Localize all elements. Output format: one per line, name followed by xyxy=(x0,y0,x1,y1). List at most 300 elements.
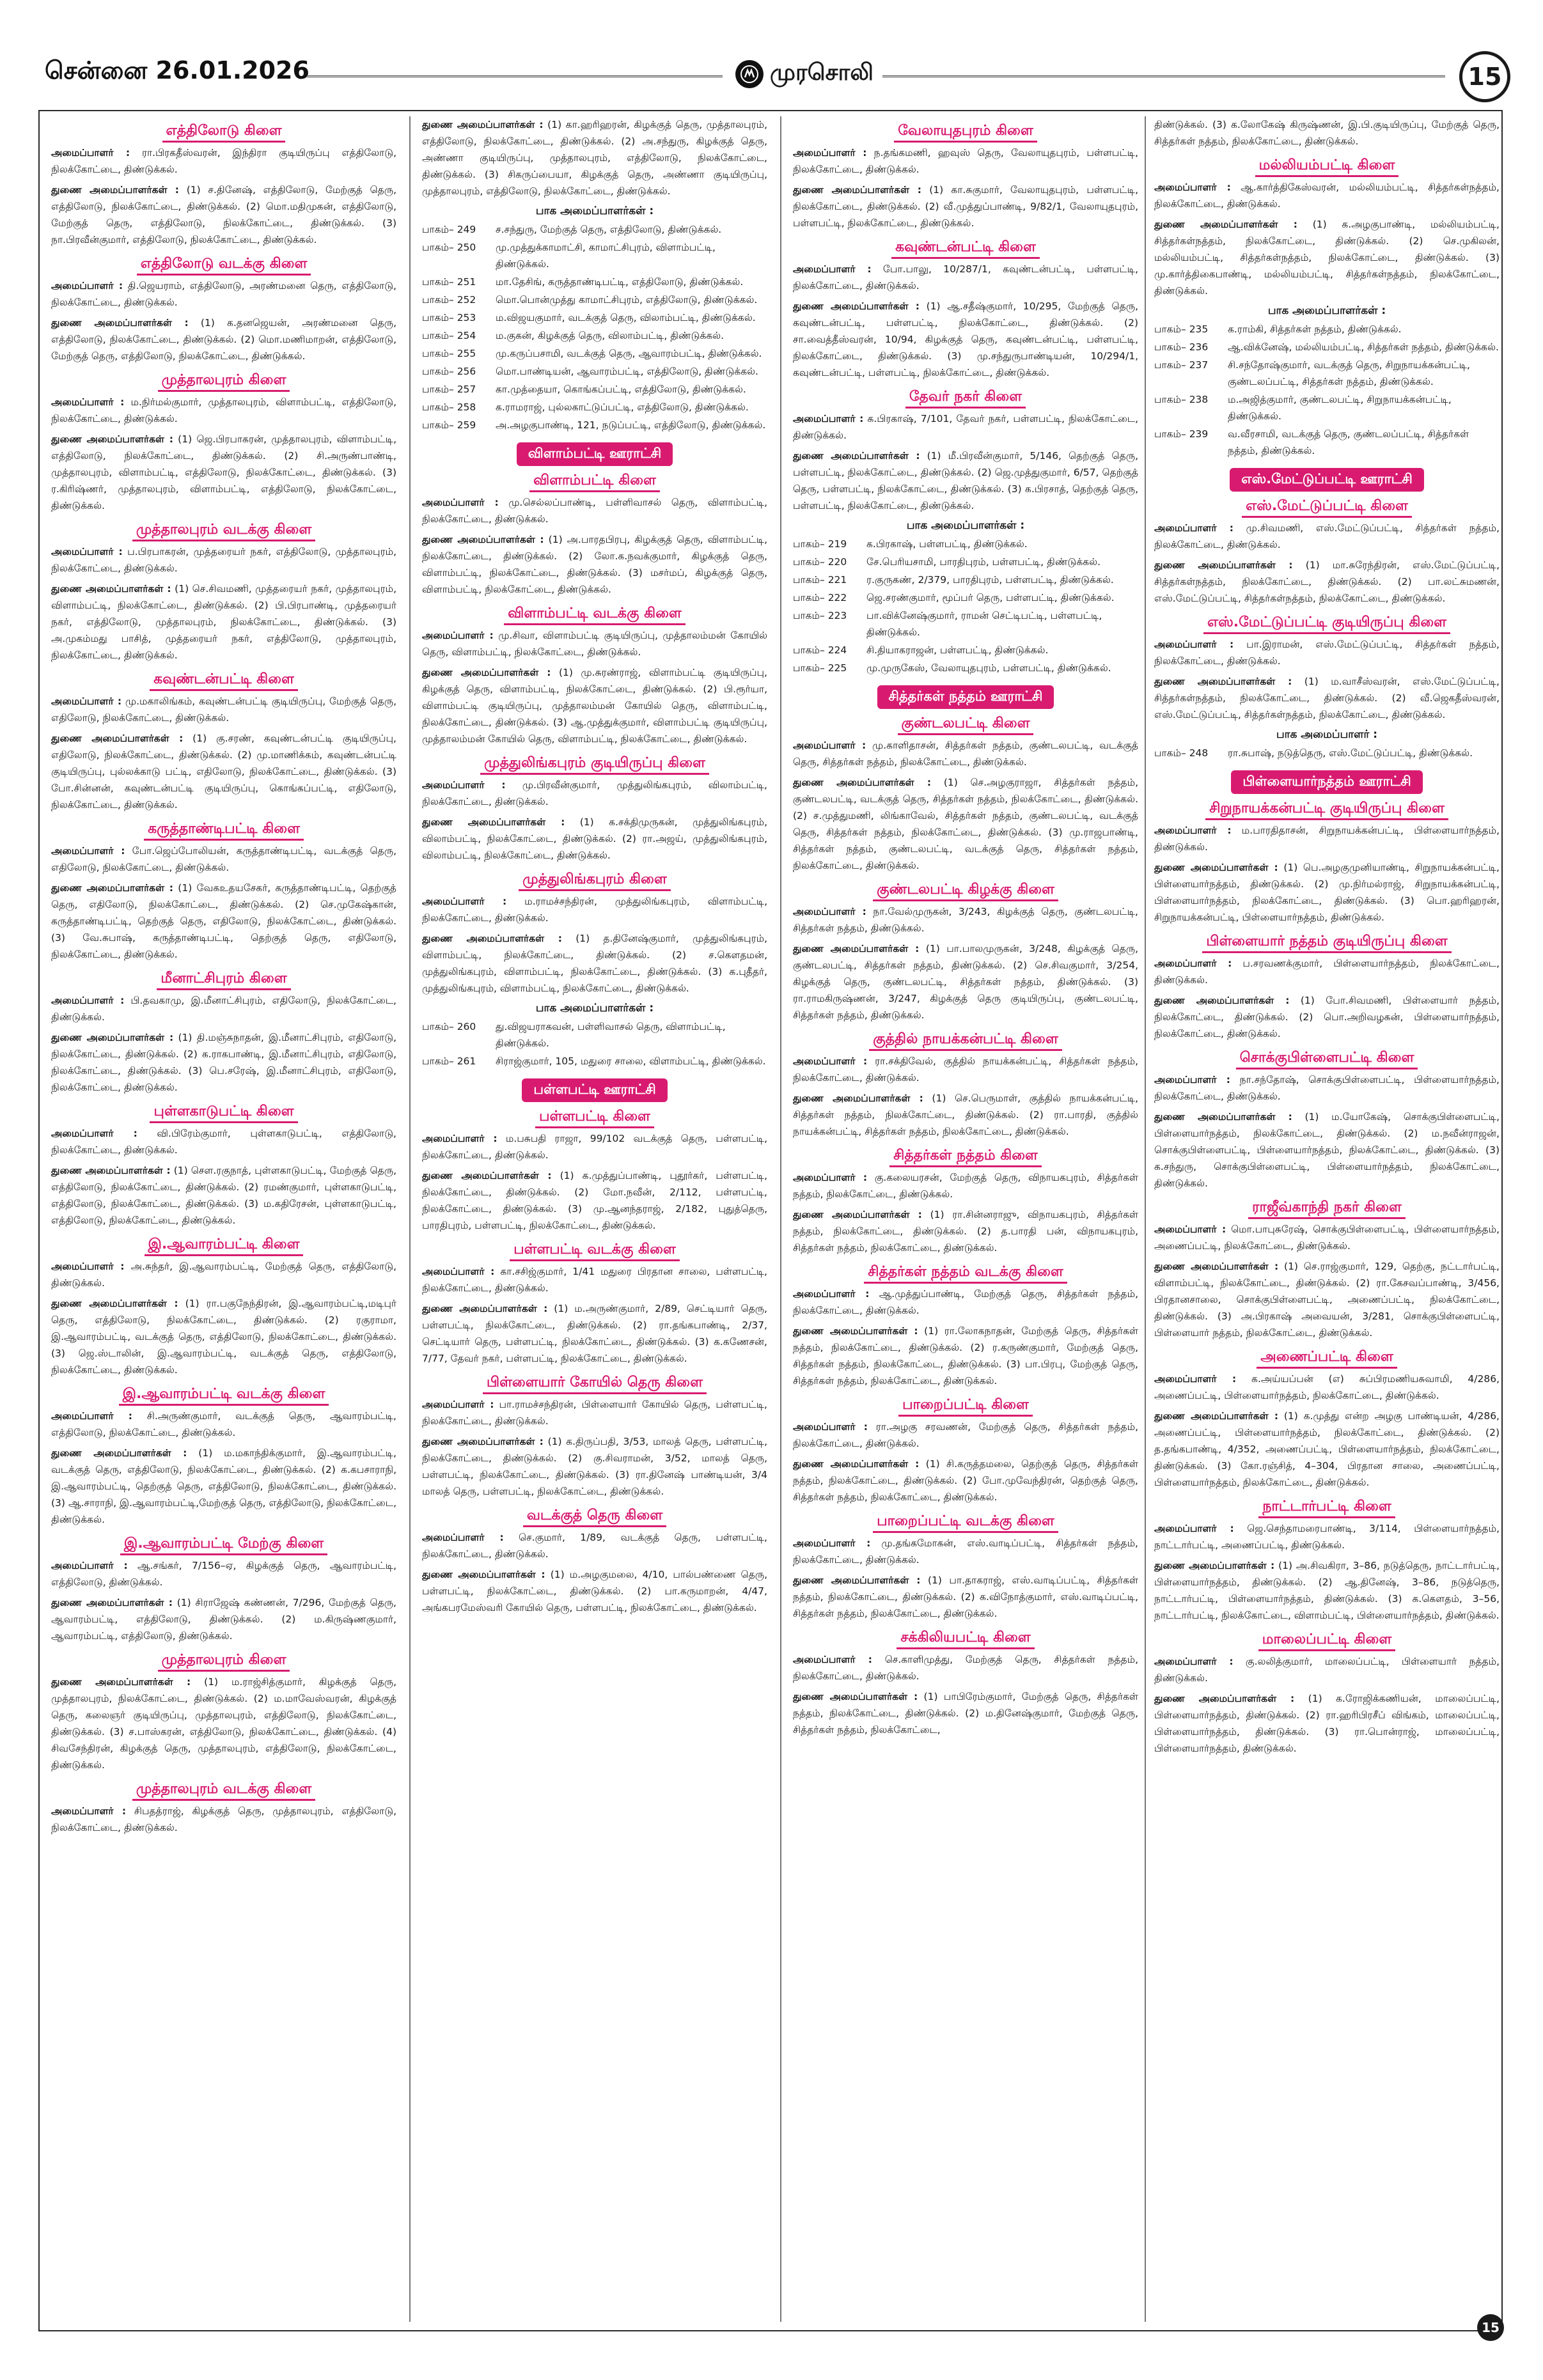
appointment-entry xyxy=(793,1456,1138,1505)
booth-agent: க.ராம்கி, சித்தர்கள் நத்தம், திண்டுக்கல். xyxy=(1228,323,1402,335)
role-label: அமைப்பாளர் : xyxy=(793,1421,868,1433)
appointment-entry xyxy=(51,580,396,664)
appointee-details: (1) செ.அழகுராஜா, சித்தர்கள் நத்தம், குண்டலபட்டி, வடக்குத் தெரு, சித்தர்கள் நத்தம், நிலக்கோட்டை, திண்டுக்கல். (2) ச.முத்துமணி, லிங்காவேல், சித்தர்கள் நத்தம், குண்டலபட்டி, வடக்குத் தெரு, சித்தர்கள் நத்தம், நிலக்கோட்டை, திண்டுக்கல். (3) மு.ராஜபாண்டி, சித்தர்கள் நத்தம், குண்டலபட்டி, வடக்குத் தெரு, சித்தர்கள் நத்தம், நிலக்கோட்டை, திண்டுக்கல். xyxy=(793,777,1138,871)
role-label: துணை அமைப்பாளர்கள் : xyxy=(793,1691,918,1702)
appointee-details: அ.சுந்தர், இ.ஆவாரம்பட்டி, மேற்குத் தெரு, எத்திலோடு, திண்டுக்கல். xyxy=(51,1261,396,1289)
branch-title-text: ராஜீவ்காந்தி நகர் கிளை xyxy=(1248,1199,1406,1219)
appointee-details: (1) க.திருப்பதி, 3/53, மாலத் தெரு, பள்ளபட்டி, நிலக்கோட்டை, திண்டுக்கல். (2) கு.சிவராமன், 3/52, மாலத் தெரு, பள்ளபட்டி, நிலக்கோட்டை, திண்டுக்கல். (3) ரா.தினேஷ் பாண்டியன், 3/4 மாலத் தெரு, பள்ளபட்டி, நிலக்கோட்டை, திண்டுக்கல். xyxy=(422,1436,767,1497)
booth-section-title: பாக அமைப்பாளர்கள் : xyxy=(1267,304,1386,317)
role-label: அமைப்பாளர் : xyxy=(422,1266,495,1277)
appointment-entry xyxy=(51,1162,396,1229)
branch-block xyxy=(422,1374,767,1500)
booth-agent: பா.விக்னேஷ்குமார், ராமன் செட்டிபட்டி, பள்ளபட்டி, திண்டுக்கல். xyxy=(866,610,1102,638)
appointment-entry xyxy=(422,893,767,926)
branch-block xyxy=(793,1031,1138,1140)
appointee-details: நா.சந்தோஷ், சொக்குபிள்ளைபட்டி, பிள்ளையார்நத்தம், நிலக்கோட்டை, திண்டுக்கல். xyxy=(1154,1074,1500,1102)
branch-title xyxy=(51,1781,396,1799)
appointment-entry xyxy=(422,777,767,810)
branch-title-text: பள்ளபட்டி வடக்கு கிளை xyxy=(510,1241,680,1261)
appointee-details: (1) மு.சுரண்ராஜ், விளாம்பட்டி குடியிருப்பு, கிழக்குத் தெரு, விளாம்பட்டி, நிலக்கோட்டை, திண்டுக்கல். (2) பி.ரூர்யா, விளாம்பட்டி குடியிருப்பு, முத்தாலம்மன் கோயில் தெரு, விளாம்பட்டி, நிலக்கோட்டை, திண்டுக்கல். (3) ஆ.முத்துக்குமார், விளாம்பட்டி குடியிருப்பு, முத்தாலம்மன் கோயில் தெரு, விளாம்பட்டி, நிலக்கோட்டை, திண்டுக்கல். xyxy=(422,667,767,745)
appointment-entry xyxy=(1154,1071,1500,1105)
appointee-details: (1) செ.ராஜ்குமார், 129, தெற்கு, நட்டார்பட்டி, விளாம்பட்டி, நிலக்கோட்டை, திண்டுக்கல். (2) ரா.கேசவப்பாண்டி, 3/456, பிரதானசாலை, சொக்குபிள்ளைபட்டி, அணைப்பட்டி, நிலக்கோட்டை, திண்டுக்கல். (3) அ.பிரகாஷ் அவையன், 3/281, சொக்குபிள்ளைபட்டி, பிள்ளையார் நத்தம், நிலக்கோட்டை, திண்டுக்கல். xyxy=(1154,1261,1500,1339)
column-2 xyxy=(422,116,767,2325)
role-label: துணை அமைப்பாளர்கள் : xyxy=(422,1170,552,1181)
branch-title xyxy=(51,1103,396,1121)
branch-title-text: சொக்குபிள்ளைபட்டி கிளை xyxy=(1236,1050,1418,1069)
role-label: அமைப்பாளர் : xyxy=(422,497,499,508)
appointment-entry xyxy=(51,1258,396,1291)
appointment-entry xyxy=(51,1408,396,1441)
appointment-entry xyxy=(1154,1520,1500,1553)
booth-row xyxy=(422,274,767,290)
column-divider xyxy=(780,116,781,2322)
appointment-entry xyxy=(422,664,767,747)
role-label: அமைப்பாளர் : xyxy=(1154,639,1234,650)
appointment-entry xyxy=(51,1674,396,1773)
header-rule-left xyxy=(307,75,723,77)
branch-block xyxy=(1154,1498,1500,1624)
appointee-details: (1) க.தனஜெயன், அரண்மனை தெரு, எத்திலோடு, நிலக்கோட்டை, திண்டுக்கல். (2) மொ.மணிமாறன், எத்திலோடு, மேற்குத் தெரு, எத்திலோடு, நிலக்கோட்டை, திண்டுக்கல். xyxy=(51,317,396,362)
branch-title xyxy=(1154,1349,1500,1367)
appointment-entry xyxy=(422,1433,767,1500)
booth-agent: சி.தியாகராஜன், பள்ளபட்டி, திண்டுக்கல். xyxy=(866,644,1049,656)
booth-row xyxy=(422,292,767,308)
branch-title xyxy=(793,1397,1138,1415)
column-divider xyxy=(1145,116,1146,2322)
appointment-entry xyxy=(1154,520,1500,553)
branch-block xyxy=(1154,614,1500,761)
role-label: துணை அமைப்பாளர்கள் : xyxy=(793,943,920,954)
appointment-entry xyxy=(422,494,767,527)
branch-title xyxy=(51,671,396,689)
appointment-entry xyxy=(1154,216,1500,299)
appointee-details: (1) க.சக்திமுருகன், முத்துலிங்கபுரம், விலாம்பட்டி, நிலக்கோட்டை, திண்டுக்கல். (2) ரா.அஜய், முத்துலிங்கபுரம், விலாம்பட்டி, நிலக்கோட்டை, திண்டுக்கல். xyxy=(422,816,767,861)
appointee-details: வி.பிரேம்குமார், புள்ளகாடுபட்டி, எத்திலோடு, நிலக்கோட்டை, திண்டுக்கல். xyxy=(51,1128,396,1156)
role-label: அமைப்பாளர் : xyxy=(422,1133,497,1144)
role-label: துணை அமைப்பாளர்கள் : xyxy=(793,450,920,462)
role-label: துணை அமைப்பாளர்கள் : xyxy=(1154,1111,1292,1123)
branch-title xyxy=(793,1031,1138,1049)
booth-number: பாகம்– 237 xyxy=(1154,359,1209,371)
branch-title xyxy=(51,256,396,274)
branch-title-text: மல்லியம்பட்டி கிளை xyxy=(1255,157,1399,177)
branch-title xyxy=(793,123,1138,141)
appointment-entry xyxy=(51,1295,396,1378)
role-label: அமைப்பாளர் : xyxy=(1154,1656,1234,1667)
appointment-entry xyxy=(51,182,396,248)
branch-block xyxy=(422,116,767,433)
appointment-entry xyxy=(1154,1371,1500,1404)
appointee-details: ப.பிரபாகரன், முத்தரையர் நகர், எத்திலோடு, முத்தாலபுரம், நிலக்கோட்டை, திண்டுக்கல். xyxy=(51,546,396,574)
appointee-details: சிபதத்ராஜ், கிழக்குத் தெரு, முத்தாலபுரம், எத்திலோடு, நிலக்கோட்டை, திண்டுக்கல். xyxy=(51,1805,396,1833)
branch-title xyxy=(1154,1050,1500,1068)
appointment-entry xyxy=(51,693,396,726)
appointee-details: (1) அ.பாரதபிரபு, கிழக்குத் தெரு, விளாம்பட்டி, நிலக்கோட்டை, திண்டுக்கல். (2) லோ.க.நவக்குமார், கிழக்குத் தெரு, விளாம்பட்டி, நிலக்கோட்டை, திண்டுக்கல். (3) மசர்மப், கிழக்குத் தெரு, விளாம்பட்டி, நிலக்கோட்டை, திண்டுக்கல். xyxy=(422,534,767,595)
appointment-entry xyxy=(51,394,396,427)
panchayat-badge xyxy=(422,442,767,466)
booth-section-title: பாக அமைப்பாளர் : xyxy=(1276,728,1378,741)
branch-title-text: விளாம்பட்டி வடக்கு கிளை xyxy=(504,605,685,625)
branch-title xyxy=(422,605,767,623)
appointee-details: தி.ஜெயராம், எத்திலோடு, அரண்மனை தெரு, எத்திலோடு, நிலக்கோட்டை, திண்டுக்கல். xyxy=(51,280,396,308)
appointee-details: ரா.அழகு சரவணன், மேற்குத் தெரு, சித்தர்கள் நத்தம், நிலக்கோட்டை, திண்டுக்கல். xyxy=(793,1421,1138,1449)
branch-title xyxy=(422,755,767,773)
panchayat-badge xyxy=(793,685,1138,709)
branch-block xyxy=(1154,116,1500,150)
branch-title-text: பிள்ளையார் நத்தம் குடியிருப்பு கிளை xyxy=(1202,933,1451,953)
booth-number: பாகம்– 252 xyxy=(422,294,476,306)
appointment-entry xyxy=(793,737,1138,770)
appointee-details: மொ.பாபுசுரேஷ், சொக்குபிள்ளைபட்டி, பிள்ளையார்நத்தம், அணைப்பட்டி, நிலக்கோட்டை, திண்டுக்கல். xyxy=(1154,1224,1500,1252)
booth-row xyxy=(793,660,1138,676)
booth-row xyxy=(793,536,1138,552)
appointment-entry xyxy=(793,903,1138,937)
appointment-entry xyxy=(1154,673,1500,723)
branch-title xyxy=(51,123,396,141)
appointee-details: (1) போ.சிவமணி, பிள்ளையார் நத்தம், நிலக்கோட்டை, திண்டுக்கல். (2) பொ.அறிவழகன், பிள்ளையார்நத்தம், நிலக்கோட்டை, திண்டுக்கல். xyxy=(1154,995,1500,1039)
branch-title-text: கருத்தாண்டிபட்டி கிளை xyxy=(144,821,304,841)
appointment-entry xyxy=(51,1445,396,1528)
appointment-entry xyxy=(793,1053,1138,1086)
role-label: துணை அமைப்பாளர்கள் : xyxy=(422,534,544,545)
booth-row xyxy=(422,309,767,326)
appointee-details: போ.ஜெப்போலியன், கருத்தாண்டிபட்டி, வடக்குத் தெரு, எதிலோடு, நிலக்கோட்டை, திண்டுக்கல். xyxy=(51,845,396,873)
booth-row xyxy=(422,1053,767,1069)
booth-agent: கா.முத்தையா, கொங்கப்பட்டி, எத்திலோடு, திண்டுக்கல். xyxy=(496,384,746,395)
appointment-entry xyxy=(422,627,767,660)
branch-title-text: சக்கிலியபட்டி கிளை xyxy=(897,1629,1034,1649)
role-label: அமைப்பாளர் : xyxy=(51,147,130,159)
booth-number: பாகம்– 219 xyxy=(793,538,847,550)
role-label: துணை அமைப்பாளர்கள் : xyxy=(793,300,920,312)
appointee-details: (1) ரா.பகுநேந்திரன், இ.ஆவாரம்பட்டி,மடிபுர் தெரு, எத்திலோடு, நிலக்கோட்டை, திண்டுக்கல். (2) ரகுராமா, இ.ஆவாரம்பட்டி, வடக்குத் தெரு, எத்திலோடு, நிலக்கோட்டை, திண்டுக்கல். (3) ஜெ.ஸ்டாலின், இ.ஆவாரம்பட்டி, வடக்குத் தெரு, எத்திலோடு, நிலக்கோட்டை, திண்டுக்கல். xyxy=(51,1298,396,1376)
appointment-entry xyxy=(1154,1221,1500,1254)
branch-title-text: பாறைப்பட்டி கிளை xyxy=(898,1397,1033,1417)
appointment-entry xyxy=(793,1206,1138,1256)
appointment-entry xyxy=(1154,1258,1500,1341)
role-label: துணை அமைப்பாளர்கள் : xyxy=(422,1569,545,1580)
appointee-details: பி.தவகாமு, இ.மீனாட்சிபுரம், எதிலோடு, நிலக்கோட்டை, திண்டுக்கல். xyxy=(51,995,396,1023)
appointee-details: நா.வேல்முருகன், 3/243, கிழக்குத் தெரு, குண்டலபட்டி, சித்தர்கள் நத்தம், திண்டுக்கல். xyxy=(793,906,1138,934)
appointee-details: (1) செ.பெருமாள், குத்தில் நாயக்கன்பட்டி, சித்தர்கள் நத்தம், நிலக்கோட்டை, திண்டுக்கல். (2) ரா.பாரதி, குத்தில் நாயக்கன்பட்டி, சித்தர்கள் நத்தம், நிலக்கோட்டை, திண்டுக்கல். xyxy=(793,1093,1138,1137)
role-label: துணை அமைப்பாளர்கள் : xyxy=(51,184,179,196)
appointee-details: திண்டுக்கல். (3) க.லோகேஷ் கிருஷ்ணன், இ.பி.குடியிருப்பு, மேற்குத் தெரு, சித்தர்கள் நத்தம், நிலக்கோட்டை, திண்டுக்கல். xyxy=(1154,119,1500,147)
role-label: அமைப்பாளர் : xyxy=(422,1399,494,1410)
role-label: துணை அமைப்பாளர்கள் : xyxy=(51,882,174,894)
appointee-details: ரா.பிரகதீஸ்வரன், இந்திரா குடியிருப்பு எத்திலோடு, நிலக்கோட்டை, திண்டுக்கல். xyxy=(51,147,396,175)
role-label: துணை அமைப்பாளர்கள் : xyxy=(1154,676,1292,687)
appointee-details: (1) மீ.பிரவீன்குமார், 5/146, தெற்குத் தெரு, பள்ளபட்டி, நிலக்கோட்டை, திண்டுக்கல். (2) ஜெ.முத்துகுமார், 6/57, தெற்குத் தெரு, பள்ளபட்டி, நிலக்கோட்டை, திண்டுக்கல். (3) க.பிரசாத், தெற்குத் தெரு, பள்ளபட்டி, நிலக்கோட்டை, திண்டுக்கல். xyxy=(793,450,1138,511)
role-label: துணை அமைப்பாளர்கள் : xyxy=(1154,1560,1275,1571)
branch-title-text: முத்துலிங்கபுரம் கிளை xyxy=(519,871,670,891)
column-4 xyxy=(1154,116,1500,2325)
branch-title xyxy=(793,1147,1138,1165)
panchayat-badge-label: பள்ளபட்டி ஊராட்சி xyxy=(522,1078,667,1102)
booth-row xyxy=(422,381,767,398)
booth-agent: மு.முருகேஸ், வேலாயுதபுரம், பள்ளபட்டி, திண்டுக்கல். xyxy=(866,662,1111,674)
appointment-entry xyxy=(1154,116,1500,150)
appointment-entry xyxy=(422,1566,767,1616)
appointee-details: (1) கா.சுகுமார், வேலாயுதபுரம், பள்ளபட்டி, நிலக்கோட்டை, திண்டுக்கல். (2) வீ.முத்துப்பாண்டி, 9/82/1, வேலாயுதபுரம், பள்ளபட்டி, நிலக்கோட்டை, திண்டுக்கல். xyxy=(793,184,1138,229)
appointment-entry xyxy=(1154,822,1500,855)
panchayat-badge xyxy=(1154,468,1500,492)
booth-agent: ம.விஜயகுமார், வடக்குத் தெரு, விலாம்பட்டி, திண்டுக்கல். xyxy=(496,312,756,323)
branch-title xyxy=(51,1536,396,1553)
appointment-entry xyxy=(51,992,396,1025)
appointment-entry xyxy=(422,1130,767,1163)
appointment-entry xyxy=(51,1594,396,1644)
appointee-details: ஆ.சங்கர், 7/156–ஏ, கிழக்குத் தெரு, ஆவாரம்பட்டி, எத்திலோடு, திண்டுக்கல். xyxy=(51,1560,396,1588)
role-label: துணை அமைப்பாளர்கள் : xyxy=(422,667,551,678)
appointee-details: மு.பிரவீன்குமார், முத்துலிங்கபுரம், விலாம்பட்டி, நிலக்கோட்டை, திண்டுக்கல். xyxy=(422,779,767,807)
branch-title xyxy=(51,1652,396,1670)
role-label: துணை அமைப்பாளர்கள் : xyxy=(793,777,932,788)
appointee-details: (1) ம.மகாந்திக்குமார், இ.ஆவாரம்பட்டி, வடக்குத் தெரு, எத்திலோடு, நிலக்கோட்டை, திண்டுக்கல். (2) க.கபசாராநி, இ.ஆவாரம்பட்டி, தெற்குத் தெரு, எத்திலோடு, நிலக்கோட்டை, திண்டுக்கல். (3) ஆ.சாராநி, இ.ஆவாரம்பட்டி,மேற்குத் தெரு, எத்திலோடு, நிலக்கோட்டை, திண்டுக்கல். xyxy=(51,1447,396,1525)
appointment-entry xyxy=(51,1803,396,1836)
branch-block xyxy=(51,1652,396,1773)
appointee-details: (1) சிராஜேஷ் கண்ணன், 7/296, மேற்குத் தெரு, ஆவாரம்பட்டி, எத்திலோடு, திண்டுக்கல். (2) ம.கிருஷ்ணகுமார், ஆவாரம்பட்டி, எத்திலோடு, திண்டுக்கல். xyxy=(51,1597,396,1642)
appointment-entry xyxy=(1154,1557,1500,1624)
appointee-details: (1) ம.வாசீஸ்வரன், எஸ்.மேட்டுப்பட்டி, சித்தர்கள்நத்தம், நிலக்கோட்டை, திண்டுக்கல். (2) வீ.ஜெகதீஸ்வரன், எஸ்.மேட்டுப்பட்டி, சித்தர்கள்நத்தம், நிலக்கோட்டை, திண்டுக்கல். xyxy=(1154,676,1500,720)
role-label: அமைப்பாளர் : xyxy=(422,896,507,907)
branch-title-text: மீனாட்சிபுரம் கிளை xyxy=(157,970,290,990)
appointee-details: (1) பா.தாகராஜ், எஸ்.வாடிப்பட்டி, சித்தர்கள் நத்தம், நிலக்கோட்டை, திண்டுக்கல். (2) க.விநோத்குமார், எஸ்.வாடிப்பட்டி, சித்தர்கள் நத்தம், நிலக்கோட்டை, திண்டுக்கல். xyxy=(793,1575,1138,1619)
booth-number: பாகம்– 257 xyxy=(422,384,476,395)
booth-agent: ரா.சுபாஷ், நடுத்தெரு, எஸ்.மேட்டுப்பட்டி, திண்டுக்கல். xyxy=(1228,747,1473,759)
appointee-details: பா.இராமன், எஸ்.மேட்டுப்பட்டி, சித்தர்கள் நத்தம், நிலக்கோட்டை, திண்டுக்கல். xyxy=(1154,639,1500,667)
booth-row xyxy=(1154,426,1500,459)
appointee-details: (1) ரா.லோகநாதன், மேற்குத் தெரு, சித்தர்கள் நத்தம், நிலக்கோட்டை, திண்டுக்கல். (2) ர.கருண்குமார், மேற்குத் தெரு, சித்தர்கள் நத்தம், நிலக்கோட்டை, திண்டுக்கல். (3) பா.பிரபு, மேற்குத் தெரு, சித்தர்கள் நத்தம், நிலக்கோட்டை, திண்டுக்கல். xyxy=(793,1325,1138,1387)
panchayat-badge-label: பிள்ளையார்நத்தம் ஊராட்சி xyxy=(1231,770,1422,794)
role-label: துணை அமைப்பாளர்கள் : xyxy=(422,1436,544,1447)
role-label: அமைப்பாளர் : xyxy=(793,147,867,159)
branch-title xyxy=(51,522,396,540)
role-label: அமைப்பாளர் : xyxy=(1154,1224,1226,1235)
appointment-entry xyxy=(51,1029,396,1096)
branch-title-text: பள்ளபட்டி கிளை xyxy=(535,1108,654,1128)
role-label: துணை அமைப்பாளர்கள் : xyxy=(1154,1261,1279,1272)
appointee-details: மு.தங்கமோகன், எஸ்.வாடிப்பட்டி, சித்தர்கள் நத்தம், நிலக்கோட்டை, திண்டுக்கல். xyxy=(793,1537,1138,1566)
booth-row xyxy=(1154,339,1500,355)
branch-block xyxy=(793,123,1138,231)
branch-title-text: வடக்குத் தெரு கிளை xyxy=(523,1507,666,1527)
branch-block xyxy=(1154,468,1500,607)
appointment-entry xyxy=(793,298,1138,381)
branch-block xyxy=(1154,933,1500,1042)
role-label: அமைப்பாளர் : xyxy=(793,740,866,751)
branch-block xyxy=(422,442,767,598)
branch-title xyxy=(51,1236,396,1254)
booth-number: பாகம்– 254 xyxy=(422,330,476,341)
booth-row xyxy=(793,607,1138,641)
role-label: துணை அமைப்பாளர்கள் : xyxy=(793,1093,923,1104)
branch-block xyxy=(1154,157,1500,459)
role-label: அமைப்பாளர் : xyxy=(51,1560,128,1571)
appointee-details: (1) க.அழகுபாண்டி, மல்லியம்பட்டி, சித்தர்கள்நத்தம், நிலக்கோட்டை, திண்டுக்கல். (2) செ.முகிலன், மல்லியம்பட்டி, சித்தர்கள்நத்தம், நிலக்கோட்டை, திண்டுக்கல். (3) மு.கார்த்திகைபாண்டி, மல்லியம்பட்டி, சித்தர்கள்நத்தம், நிலக்கோட்டை, திண்டுக்கல். xyxy=(1154,219,1500,297)
role-label: துணை அமைப்பாளர்கள் : xyxy=(793,1458,920,1470)
booth-agent: க.பிரகாஷ், பள்ளபட்டி, திண்டுக்கல். xyxy=(866,538,1028,550)
role-label: துணை அமைப்பாளர்கள் : xyxy=(51,317,189,329)
role-label: துணை அமைப்பாளர்கள் : xyxy=(51,1165,171,1176)
booth-row xyxy=(422,239,767,272)
branch-title-text: முத்தாலபுரம் கிளை xyxy=(158,1652,290,1672)
branch-title-text: முத்துலிங்கபுரம் குடியிருப்பு கிளை xyxy=(480,755,709,775)
appointee-details: (1) கு.சரண், கவுண்டன்பட்டி குடியிருப்பு, எதிலோடு, நிலக்கோட்டை, திண்டுக்கல். (2) மு.மாணிக்கம், கவுண்டன்பட்டி குடியிருப்பு, புல்லக்காடு பட்டி, எதிலோடு, நிலக்கோட்டை, திண்டுக்கல். (3) போ.சின்னன், கவுண்டன்பட்டி குடியிருப்பு, கொங்கப்பட்டி, எதிலோடு, நிலக்கோட்டை, திண்டுக்கல். xyxy=(51,733,396,811)
appointee-details: சி.அருண்குமார், வடக்குத் தெரு, ஆவாரம்பட்டி, எத்திலோடு, நிலக்கோட்டை, திண்டுக்கல். xyxy=(51,1410,396,1438)
panchayat-badge xyxy=(422,1078,767,1102)
booth-number: பாகம்– 236 xyxy=(1154,341,1209,353)
appointee-details: (1) பெ.அழகுமுனியாண்டி, சிறுநாயக்கன்பட்டி, பிள்ளையார்நத்தம், திண்டுக்கல். (2) மு.நிர்மல்ராஜ், சிறுநாயக்கன்பட்டி, பிள்ளையார்நத்தம், நிலக்கோட்டை, திண்டுக்கல். (3) பொ.ஹரிஹரன், சிறுநாயக்கன்பட்டி, பிள்ளையார்நத்தம், திண்டுக்கல். xyxy=(1154,862,1500,923)
footer-page-number: 15 xyxy=(1477,2314,1504,2341)
branch-title xyxy=(793,715,1138,733)
appointment-entry xyxy=(793,1535,1138,1568)
branch-title-text: சிறுநாயக்கன்பட்டி குடியிருப்பு கிளை xyxy=(1205,800,1448,820)
branch-title xyxy=(422,871,767,889)
role-label: அமைப்பாளர் : xyxy=(1154,1523,1234,1534)
booth-number: பாகம்– 249 xyxy=(422,224,476,235)
booth-row xyxy=(422,417,767,433)
booth-number: பாகம்– 221 xyxy=(793,574,847,586)
appointee-details: (1) ச.தினேஷ், எத்திலோடு, மேற்குத் தெரு, எத்திலோடு, நிலக்கோட்டை, திண்டுக்கல். (2) மொ.மதிமுகன், எத்திலோடு, மேற்குத் தெரு, எத்திலோடு, நிலக்கோட்டை, திண்டுக்கல். (3) நா.பிரவீன்குமார், எத்திலோடு, நிலக்கோட்டை, திண்டுக்கல். xyxy=(51,184,396,245)
appointment-entry xyxy=(422,1263,767,1296)
masthead xyxy=(735,55,873,93)
branch-block xyxy=(51,970,396,1096)
branch-block xyxy=(51,671,396,813)
branch-title-text: வேலாயுதபுரம் கிளை xyxy=(894,123,1037,143)
branch-title xyxy=(793,1629,1138,1647)
role-label: துணை அமைப்பாளர்கள் : xyxy=(1154,1410,1279,1422)
appointee-details: ஆ.முத்துப்பாண்டி, மேற்குத் தெரு, சித்தர்கள் நத்தம், நிலக்கோட்டை, திண்டுக்கல். xyxy=(793,1288,1138,1316)
booth-agent: சி.சந்தோஷ்குமார், வடக்குத் தெரு, சிறுநாயக்கன்பட்டி, குண்டலப்பட்டி, சித்தர்கள் நத்தம், திண்டுக்கல். xyxy=(1228,359,1470,387)
booth-row xyxy=(422,327,767,344)
booth-row xyxy=(793,642,1138,658)
branch-title-text: குண்டலபட்டி கிளை xyxy=(898,715,1034,735)
appointee-details: (1) க.முத்து என்ற அழகு பாண்டியன், 4/286, அணைப்பட்டி, பிள்ளையார்நத்தம், நிலக்கோட்டை, திண்டுக்கல். (2) த.தங்கபாண்டி, 4/352, அணைப்பட்டி, பிள்ளையார்நத்தம், நிலக்கோட்டை, திண்டுக்கல். (3) கோ.ரஞ்சித், 4–304, பிரதான சாலை, அணைப்பட்டி, பிள்ளையார்நத்தம், நிலக்கோட்டை, திண்டுக்கல். xyxy=(1154,1410,1500,1488)
role-label: அமைப்பாளர் : xyxy=(793,906,866,917)
role-label: அமைப்பாளர் : xyxy=(1154,958,1232,969)
appointee-details: செ.குமார், 1/89, வடக்குத் தெரு, பள்ளபட்டி, நிலக்கோட்டை, திண்டுக்கல். xyxy=(422,1532,767,1560)
appointee-details: கு.கலையரசன், மேற்குத் தெரு, விநாயகபுரம், சித்தர்கள் நத்தம், நிலக்கோட்டை, திண்டுக்கல். xyxy=(793,1172,1138,1200)
booth-agent: சே.பெரியசாமி, பாரதிபுரம், பள்ளபட்டி, திண்டுக்கல். xyxy=(866,556,1101,568)
appointee-details: (1) ரா.சின்னராஜு, விநாயகபுரம், சித்தர்கள் நத்தம், நிலக்கோட்டை, திண்டுக்கல். (2) த.பாரதி பன், விநாயகபுரம், சித்தர்கள் நத்தம், நிலக்கோட்டை, திண்டுக்கல். xyxy=(793,1209,1138,1254)
appointee-details: (1) அ.சிவகிரா, 3–86, நடுத்தெரு, நாட்டார்பட்டி, பிள்ளையார்நத்தம், திண்டுக்கல். (2) ஆ.தினேஷ், 3–86, நடுத்தெரு, நாட்டார்பட்டி, பிள்ளையார்நத்தம், திண்டுக்கல். (3) க.கௌதம், 3–56, நாட்டார்பட்டி, நிலக்கோட்டை, விளாம்பட்டி, பிள்ளையார்நத்தம், திண்டுக்கல். xyxy=(1154,1560,1500,1621)
role-label: அமைப்பாளர் : xyxy=(1154,182,1231,193)
appointment-entry xyxy=(51,431,396,514)
appointment-entry xyxy=(422,1167,767,1234)
appointment-entry xyxy=(422,1396,767,1429)
appointee-details: மு.சிவமணி, எஸ்.மேட்டுப்பட்டி, சித்தர்கள் நத்தம், நிலக்கோட்டை, திண்டுக்கல். xyxy=(1154,522,1500,550)
booth-number: பாகம்– 261 xyxy=(422,1055,476,1067)
booth-number: பாகம்– 256 xyxy=(422,366,476,377)
appointee-details: மு.காளிதாசன், சித்தர்கள் நத்தம், குண்டலபட்டி, வடக்குத் தெரு, சித்தர்கள் நத்தம், நிலக்கோட்டை, திண்டுக்கல். xyxy=(793,740,1138,768)
appointment-entry xyxy=(793,144,1138,178)
header-rule-right xyxy=(882,75,1445,77)
appointee-details: (1) ம.அருண்குமார், 2/89, செட்டியார் தெரு, பள்ளபட்டி, நிலக்கோட்டை, திண்டுக்கல். (2) ரா.தங்கபாண்டி, 2/37, செட்டியார் தெரு, பள்ளபட்டி, நிலக்கோட்டை, திண்டுக்கல். (3) க.கணேசன், 7/77, தேவர் நகர், பள்ளபட்டி, நிலக்கோட்டை, திண்டுக்கல். xyxy=(422,1303,767,1364)
role-label: துணை அமைப்பாளர்கள் : xyxy=(1154,995,1290,1006)
appointment-entry xyxy=(51,144,396,178)
appointee-details: (1) செ.சிவமணி, முத்தரையர் நகர், முத்தாலபுரம், விளாம்பட்டி, நிலக்கோட்டை, திண்டுக்கல். (2) பி.பிரபாண்டி, முத்தரையர் நகர், எத்திலோடு, முத்தாலபுரம், நிலக்கோட்டை, திண்டுக்கல். (3) அ.முகம்மது பாசித், முத்தரையர் நகர், எத்திலோடு, முத்தாலபுரம், நிலக்கோட்டை, திண்டுக்கல். xyxy=(51,583,396,661)
branch-title-text: நாட்டார்பட்டி கிளை xyxy=(1258,1498,1395,1518)
role-label: துணை அமைப்பாளர்கள் : xyxy=(1154,559,1293,571)
appointment-entry xyxy=(793,1419,1138,1452)
appointment-entry xyxy=(422,814,767,864)
booth-agent: மொ.பாண்டியன், ஆவாரம்பட்டி, எத்திலோடு, திண்டுக்கல். xyxy=(496,366,758,377)
appointment-entry xyxy=(1154,1653,1500,1686)
appointee-details: (1) க.முத்துப்பாண்டி, புதூர்கர், பள்ளபட்டி, நிலக்கோட்டை, திண்டுக்கல். (2) மோ.நவீன், 2/112, பள்ளபட்டி, நிலக்கோட்டை, திண்டுக்கல். (3) மு.ஆனந்தராஜ், 2/182, புதுத்தெரு, பாரதிபுரம், பள்ளபட்டி, நிலக்கோட்டை, திண்டுக்கல். xyxy=(422,1170,767,1231)
branch-block xyxy=(1154,1199,1500,1341)
appointment-entry xyxy=(1154,636,1500,669)
branch-title xyxy=(51,1386,396,1404)
role-label: அமைப்பாளர் : xyxy=(422,630,494,641)
role-label: துணை அமைப்பாளர்கள் : xyxy=(1154,862,1278,873)
appointee-details: (1) பாபிரேம்குமார், மேற்குத் தெரு, சித்தர்கள் நத்தம், நிலக்கோட்டை, திண்டுக்கல். (2) ம.தினேஷ்குமார், மேற்குத் தெரு, சித்தர்கள் நத்தம், நிலக்கோட்டை, xyxy=(793,1691,1138,1736)
branch-title xyxy=(422,1108,767,1126)
booth-agent: வ.வீரசாமி, வடக்குத் தெரு, குண்டலப்பட்டி, சித்தர்கள் நத்தம், திண்டுக்கல். xyxy=(1228,428,1469,456)
appointee-details: (1) சௌ.ரகுநாத், புள்ளகாடுபட்டி, மேற்குத் தெரு, எத்திலோடு, நிலக்கோட்டை, திண்டுக்கல். (2) ரமண்குமார், புள்ளகாடுபட்டி, எத்திலோடு, நிலக்கோட்டை, திண்டுக்கல். (3) ம.கதிரேசன், புள்ளகாடுபட்டி, எத்திலோடு, நிலக்கோட்டை, திண்டுக்கல். xyxy=(51,1165,396,1226)
branch-title-text: பிள்ளையார் கோயில் தெரு கிளை xyxy=(483,1374,707,1394)
role-label: துணை அமைப்பாளர்கள் : xyxy=(1154,219,1297,230)
booth-number: பாகம்– 238 xyxy=(1154,394,1209,405)
appointee-details: கா.சசிஜ்குமார், 1/41 மதுரை பிரதான சாலை, பள்ளபட்டி, நிலக்கோட்டை, திண்டுக்கல். xyxy=(422,1266,767,1294)
appointment-entry xyxy=(51,730,396,813)
role-label: அமைப்பாளர் : xyxy=(793,1537,871,1549)
branch-block xyxy=(793,1147,1138,1256)
appointment-entry xyxy=(793,261,1138,294)
role-label: அமைப்பாளர் : xyxy=(51,1410,132,1422)
appointment-entry xyxy=(793,182,1138,231)
appointee-details: (1) மா.சுரேந்திரன், எஸ்.மேட்டுப்பட்டி, சித்தர்கள்நத்தம், நிலக்கோட்டை, திண்டுக்கல். (2) பா.லட்சுமணன், எஸ்.மேட்டுப்பட்டி, சித்தர்கள்நத்தம், நிலக்கோட்டை, திண்டுக்கல். xyxy=(1154,559,1500,604)
booth-number: பாகம்– 222 xyxy=(793,592,847,603)
appointee-details: மு.மகாலிங்கம், கவுண்டன்பட்டி குடியிருப்பு, மேற்குத் தெரு, எதிலோடு, நிலக்கோட்டை, திண்டுக்கல். xyxy=(51,696,396,724)
branch-title xyxy=(1154,1631,1500,1649)
role-label: துணை அமைப்பாளர்கள் : xyxy=(422,816,565,828)
appointment-entry xyxy=(1154,1108,1500,1192)
appointment-entry xyxy=(422,1300,767,1367)
role-label: அமைப்பாளர் : xyxy=(793,413,864,424)
panchayat-badge xyxy=(1154,770,1500,794)
booth-row xyxy=(1154,357,1500,390)
branch-block xyxy=(51,1236,396,1378)
booth-agent: ச.சந்துரு, மேற்குத் தெரு, எத்திலோடு, திண்டுக்கல். xyxy=(496,224,722,235)
role-label: அமைப்பாளர் : xyxy=(793,1172,868,1183)
booth-row xyxy=(793,554,1138,570)
appointee-details: ஆ.கார்த்திகேஸ்வரன், மல்லியம்பட்டி, சித்தர்கள்நத்தம், நிலக்கோட்டை, திண்டுக்கல். xyxy=(1154,182,1500,210)
branch-title-text: இ.ஆவாரம்பட்டி வடக்கு கிளை xyxy=(119,1386,329,1406)
booth-row xyxy=(422,345,767,362)
branch-title xyxy=(1154,1199,1500,1217)
booth-row xyxy=(1154,391,1500,424)
branch-block xyxy=(51,372,396,514)
branch-title xyxy=(1154,157,1500,175)
appointee-details: (1) பா.பாலமுருகன், 3/248, கிழக்குத் தெரு, குண்டலபட்டி, சித்தர்கள் நத்தம், திண்டுக்கல். (2) செ.சிவகுமார், 3/254, கிழக்குத் தெரு, குண்டலபட்டி, சித்தர்கள் நத்தம், திண்டுக்கல். (3) ரா.ராமகிருஷ்ணன், 3/247, கிழக்குத் தெரு குடியிருப்பு, குண்டலபட்டி, சித்தர்கள் நத்தம், திண்டுக்கல். xyxy=(793,943,1138,1021)
role-label: துணை அமைப்பாளர்கள் : xyxy=(51,1447,187,1459)
appointment-entry xyxy=(793,1286,1138,1319)
appointment-entry xyxy=(793,1169,1138,1202)
branch-block xyxy=(51,1536,396,1644)
appointment-entry xyxy=(1154,955,1500,988)
branch-title xyxy=(1154,614,1500,632)
booth-number: பாகம்– 239 xyxy=(1154,428,1209,440)
role-label: அமைப்பாளர் : xyxy=(51,1805,127,1817)
branch-title-text: முத்தாலபுரம் வடக்கு கிளை xyxy=(132,522,315,541)
appointee-details: ஜெ.செந்தாமரைபாண்டி, 3/114, பிள்ளையார்நத்தம், நாட்டார்பட்டி, அணைப்பட்டி, திண்டுக்கல். xyxy=(1154,1523,1500,1551)
appointee-details: (1) ம.யோகேஷ், சொக்குபிள்ளைபட்டி, பிள்ளையார்நத்தம், நிலக்கோட்டை, திண்டுக்கல். (2) ம.நவீன்ராஜன், சொக்குபிள்ளைபட்டி, பிள்ளையார்நத்தம், நிலக்கோட்டை, திண்டுக்கல். (3) க.சந்துரு, சொக்குபிள்ளைபட்டி, பிள்ளையார்நத்தம், நிலக்கோட்டை, திண்டுக்கல். xyxy=(1154,1111,1500,1189)
booth-agent: ர.குருகண், 2/379, பாரதிபுரம், பள்ளபட்டி, திண்டுக்கல். xyxy=(866,574,1114,586)
role-label: துணை அமைப்பாளர்கள் : xyxy=(51,1032,174,1043)
appointee-details: (1) க.ரோஜிக்கணியன், மாலைப்பட்டி, பிள்ளையார்நத்தம், திண்டுக்கல். (2) ரா.ஹரிபிரசீப் விங்கம், மாலைப்பட்டி, பிள்ளையார்நத்தம், திண்டுக்கல். (3) ரா.பொன்ராஜ், மாலைப்பட்டி, பிள்ளையார்நத்தம், திண்டுக்கல். xyxy=(1154,1693,1500,1754)
branch-block xyxy=(793,1264,1138,1389)
appointee-details: ம.நிர்மல்குமார், முத்தாலபுரம், விளாம்பட்டி, எத்திலோடு, நிலக்கோட்டை, திண்டுக்கல். xyxy=(51,396,396,424)
